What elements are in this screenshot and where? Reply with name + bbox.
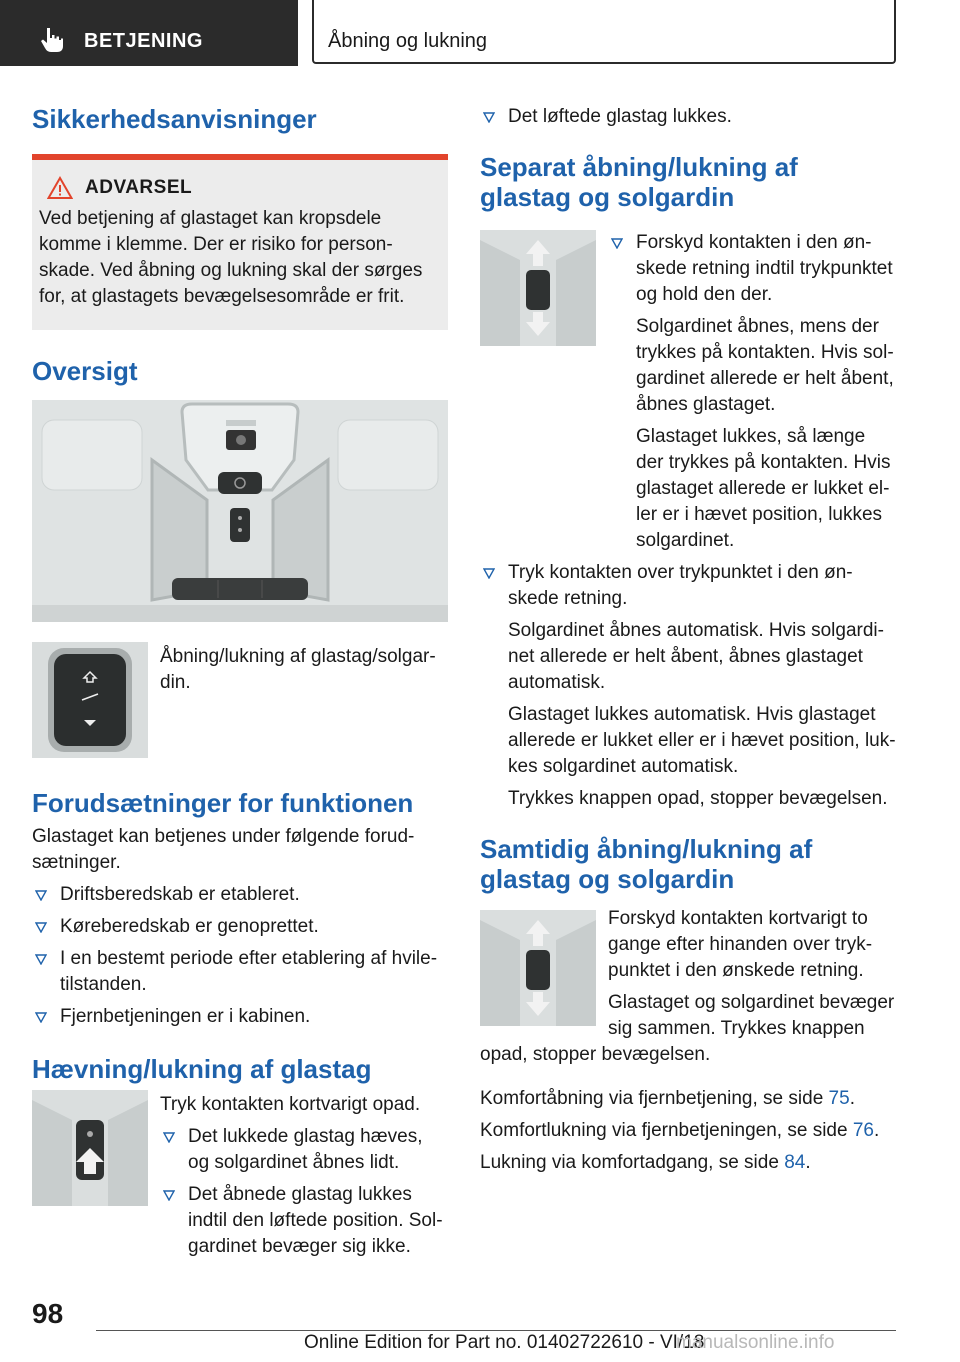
warning-box bbox=[32, 154, 448, 330]
switch-up-thumbnail bbox=[32, 1090, 148, 1206]
list-item: Fjernbetjeningen er i kabinen. bbox=[32, 1004, 448, 1030]
switch-up-illustration bbox=[32, 1090, 148, 1206]
separate-list-1 bbox=[608, 230, 896, 554]
list-subtext: Solgardinet åbnes, mens der trykkes på kontakten. Hvis solgardinet allerede er helt åbent, åbnes glastaget. bbox=[636, 316, 894, 415]
heading-simultaneous: Samtidig åbning/lukning af glastag og solgardin bbox=[480, 834, 813, 894]
heading-separate: Separat åbning/lukning af glastag og solgardin bbox=[480, 152, 798, 212]
prerequisites-list bbox=[32, 882, 448, 1030]
triangle-bullet-icon bbox=[611, 237, 623, 249]
switch-updown-thumbnail bbox=[480, 230, 596, 346]
overview-caption: Åbning/lukning af glastag/solgardin. bbox=[160, 646, 436, 693]
reference-line: Komfortåbning via fjernbetjening, se side 75. bbox=[480, 1088, 855, 1109]
right-column bbox=[480, 100, 896, 1176]
overview-photo bbox=[32, 400, 448, 622]
prerequisites-intro: Glastaget kan betjenes under følgende forudsætninger. bbox=[32, 826, 415, 873]
list-item: Det lukkede glastag hæves, og solgardinet åbnes lidt. bbox=[160, 1124, 448, 1176]
footer-divider bbox=[96, 1330, 896, 1331]
heading-overview: Oversigt bbox=[32, 356, 138, 386]
chapter-label: Åbning og lukning bbox=[328, 30, 488, 52]
heading-safety: Sikkerhedsanvisninger bbox=[32, 104, 317, 134]
list-item: Det åbnede glastag lukkes indtil den løftede position. Solgardinet bevæger sig ikke. bbox=[160, 1182, 448, 1260]
warning-triangle-icon bbox=[47, 176, 73, 200]
list-item: Driftsberedskab er etableret. bbox=[32, 882, 448, 908]
hand-pointer-icon bbox=[38, 26, 66, 54]
triangle-bullet-icon bbox=[35, 921, 47, 933]
triangle-bullet-icon bbox=[35, 1011, 47, 1023]
section-label: BETJENING bbox=[84, 30, 203, 52]
list-item: Det løftede glastag lukkes. bbox=[480, 104, 896, 130]
separate-section bbox=[480, 230, 896, 554]
list-item: Tryk kontakten over trykpunktet i den ønskede retning. Solgardinet åbnes automatisk. Hvis solgardinet allerede er helt åbent, åbnes glastaget automatisk. Glastaget lukkes automatisk. Hvis glastaget allerede er lukket eller er i hævet position, lukkes solgardinet automatisk. Trykkes knappen opad, stopper bevægelsen. bbox=[480, 560, 896, 812]
switch-double-thumbnail bbox=[480, 910, 596, 1026]
page-link-84[interactable]: 84 bbox=[784, 1152, 806, 1173]
raise-section bbox=[32, 1090, 448, 1260]
raise-list bbox=[160, 1124, 448, 1260]
page-number: 98 bbox=[32, 1298, 64, 1329]
triangle-bullet-icon bbox=[483, 111, 495, 123]
switch-closeup-illustration bbox=[32, 642, 148, 758]
heading-raise-close: Hævning/lukning af glastag bbox=[32, 1054, 372, 1084]
raise-intro: Tryk kontakten kortvarigt opad. bbox=[160, 1094, 421, 1115]
simultaneous-section bbox=[480, 906, 896, 1068]
triangle-bullet-icon bbox=[483, 567, 495, 579]
left-column bbox=[32, 100, 448, 1260]
list-item: Forskyd kontakten i den ønskede retning indtil trykpunktet og hold den der. Solgardinet åbnes, mens der trykkes på kontakten. Hvis solgardinet allerede er helt åbent, åbnes glastaget. Glastaget lukkes, så længe der trykkes på kontakten. Hvis glastaget allerede er lukket eller er i hævet position, lukkes solgardinet. bbox=[608, 230, 896, 554]
simultaneous-text-1: Forskyd kontakten kortvarigt to gange efter hinanden over trykpunktet i den ønskede retning. bbox=[608, 908, 873, 981]
watermark: manualsonline.info bbox=[676, 1332, 835, 1353]
separate-list-2 bbox=[480, 560, 896, 812]
list-item: I en bestemt periode efter etablering af hviletilstanden. bbox=[32, 946, 448, 998]
reference-line: Komfortlukning via fjernbetjeningen, se side 76. bbox=[480, 1120, 880, 1141]
triangle-bullet-icon bbox=[163, 1131, 175, 1143]
section-tab bbox=[0, 0, 298, 66]
page-link-76[interactable]: 76 bbox=[852, 1120, 874, 1141]
list-item: Køreberedskab er genoprettet. bbox=[32, 914, 448, 940]
warning-header bbox=[39, 176, 440, 200]
page-header bbox=[0, 0, 960, 66]
continued-list bbox=[480, 104, 896, 130]
heading-prerequisites: Forudsætninger for funktionen bbox=[32, 788, 414, 818]
list-subtext: Glastaget lukkes, så længe der trykkes på kontakten. Hvis glastaget allerede er lukket eller er i hævet position, lukkes solgardinet. bbox=[636, 426, 891, 551]
switch-double-illustration bbox=[480, 910, 596, 1026]
list-subtext: Solgardinet åbnes automatisk. Hvis solgardinet allerede er helt åbent, åbnes glastaget automatisk. bbox=[508, 620, 884, 693]
warning-title: ADVARSEL bbox=[85, 177, 193, 198]
edition-text: Online Edition for Part no. 01402722610 - VI/18 bbox=[304, 1332, 705, 1353]
page-link-75[interactable]: 75 bbox=[828, 1088, 850, 1109]
warning-text: Ved betjening af glastaget kan kropsdele komme i klemme. Der er risiko for personskade. Ved åbning og lukning skal der sørges for, at glastagets bevægelsesområde er frit. bbox=[39, 208, 423, 307]
switch-thumbnail bbox=[32, 642, 148, 758]
triangle-bullet-icon bbox=[35, 953, 47, 965]
list-subtext: Trykkes knappen opad, stopper bevægelsen. bbox=[508, 788, 888, 809]
list-subtext: Glastaget lukkes automatisk. Hvis glastaget allerede er lukket eller er i hævet position, lukkes solgardinet automatisk. bbox=[508, 704, 896, 777]
overview-detail bbox=[32, 642, 448, 758]
roof-console-illustration bbox=[32, 400, 448, 622]
triangle-bullet-icon bbox=[163, 1189, 175, 1201]
simultaneous-text-2: Glastaget og solgardinet bevæger sig sammen. Trykkes knappen opad, stopper bevægelsen. bbox=[480, 992, 895, 1065]
chapter-tab bbox=[312, 0, 896, 64]
triangle-bullet-icon bbox=[35, 889, 47, 901]
switch-updown-illustration bbox=[480, 230, 596, 346]
separate-text bbox=[608, 230, 896, 554]
reference-line: Lukning via komfortadgang, se side 84. bbox=[480, 1152, 811, 1173]
